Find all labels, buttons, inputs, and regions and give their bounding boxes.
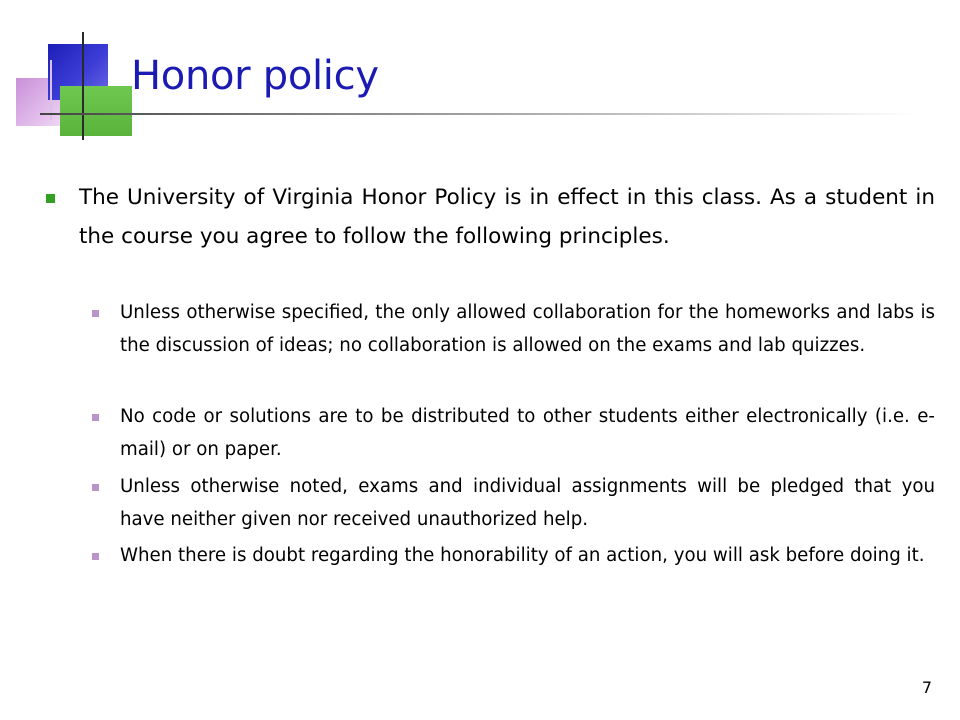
sub-bullet-marker bbox=[92, 310, 99, 317]
sub-bullet-marker bbox=[92, 414, 99, 421]
main-bullet-marker bbox=[46, 194, 55, 203]
sub-bullet-text: No code or solutions are to be distributed to other students either electronically (i.e. e-mail) or on paper. bbox=[120, 406, 935, 460]
main-bullet-text: The University of Virginia Honor Policy is in effect in this class. As a student in the course you agree to follow the following principles. bbox=[79, 185, 935, 249]
sub-bullet-text: Unless otherwise noted, exams and individual assignments will be pledged that you have neither given nor received unauthorized help. bbox=[120, 476, 935, 530]
sub-bullet-marker bbox=[92, 553, 99, 560]
sub-bullet-marker bbox=[92, 484, 99, 491]
sub-bullet-text: Unless otherwise specified, the only allowed collaboration for the homeworks and labs is the discussion of ideas; no collaboration is allowed on the exams and lab quizzes. bbox=[120, 302, 935, 356]
sub-bullet-text: When there is doubt regarding the honorability of an action, you will ask before doing it. bbox=[120, 545, 925, 566]
page-number: 7 bbox=[921, 678, 932, 697]
slide-title: Honor policy bbox=[131, 53, 379, 99]
